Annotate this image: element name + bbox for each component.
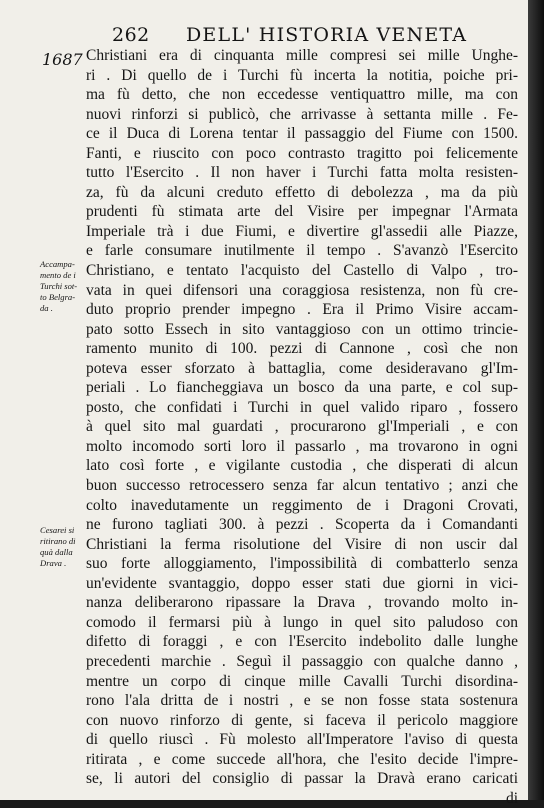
page-number: 262 [112,24,150,46]
text-line: Christiani la ferma risolutione del Visire di non uscir dal [86,535,518,553]
text-line: di quello riuscì . Fù molesto all'Imperatore l'aviso di questa [86,731,518,749]
text-line: pato sotto Essech in sito vantaggioso con un ottimo trincie- [86,320,518,338]
sidenote-accampamento [40,259,90,314]
text-line: ma fù detto, che non eccedesse ventiquattro mille, ma con [86,86,518,104]
text-line: nanza deliberarono ripassare la Drava , trovando molto in- [86,594,518,612]
text-line: ne furono tagliati 300. à pezzi . Scoperta da i Comandanti [86,516,518,534]
sidenote-line: Drava . [40,558,67,568]
sidenote-line: mento de i [40,270,76,280]
running-head: DELL' HISTORIA VENETA [186,24,468,46]
text-line: Fanti, e riuscito con poco contrasto tragitto poi felicemente [86,144,518,162]
book-spine-shadow [528,0,544,800]
text-line: Imperiale trà i due Fiumi, e divertire gl'assedii alle Piazze, [86,222,518,240]
text-line: buon successo retrocessero senza far alcun tentativo ; anzi che [86,477,518,495]
text-line: ri . Di quello de i Turchi fù incerta la notitia, poiche pri- [86,66,518,84]
page-header [0,22,528,48]
sidenote-line: da . [40,303,53,313]
text-line: colto inavedutamente un reggimento de i Dragoni Crovati, [86,496,518,514]
text-line: molto incomodo sorti loro il passarlo , ma trovarono in ogni [86,437,518,455]
text-line: poteva esser sforzato à battaglia, come desideravano gl'Im- [86,359,518,377]
body-text [86,46,518,808]
sidenote-line: Cesarei si [40,525,75,535]
year-marginal-note: 1687 [42,50,83,69]
text-line: lato così forte , e vigilante custodia , che disperati di alcun [86,457,518,475]
text-line: con nuovo rinforzo di gente, si faceva il pericolo maggiore [86,711,518,729]
sidenote-cesarei [40,525,90,569]
text-line: za, fù da alcuni creduto effetto di debolezza , ma da più [86,183,518,201]
text-line: suo forte alloggiamento, l'impossibilità di combatterlo senza [86,555,518,573]
text-line: ce il Duca di Lorena tentar il passaggio del Fiume con 1500. [86,125,518,143]
text-line: un'evidente svantaggio, doppo esser stati due giorni in vici- [86,574,518,592]
text-line: Christiani era di cinquanta mille compresi sei mille Unghe- [86,47,518,64]
text-line: tutto l'Esercito . Il non haver i Turchi fatta molta resisten- [86,164,518,182]
text-line: comodo il fermarsi più à lungo in quel sito paludoso con [86,613,518,631]
text-line: di [505,789,518,807]
text-line: ritirata , e come succede all'hora, che l'esito decide l'impre- [86,750,518,768]
text-line: Christiano, e tentato l'acquisto del Castello di Valpo , tro- [86,262,518,280]
sidenote-line: ritirano di [40,536,76,546]
text-line: precedenti marchie . Seguì il passaggio con qualche danno , [86,652,518,670]
text-line: ramento munito di 100. pezzi di Cannone , così che non [86,340,518,358]
text-line: à quel sito mal guardati , procurarono gl'Imperiali , e con [86,418,518,436]
text-line: periali . Lo fiancheggiava un bosco da una parte, e col sup- [86,379,518,397]
text-line: rono l'ala dritta de i nostri , e se non fosse stata sostenura [86,692,518,710]
sidenote-line: to Belgra- [40,292,76,302]
text-line: mentre un corpo di cinque mille Cavalli Turchi disordina- [86,672,518,690]
text-line: posto, che confidati i Turchi in quel valido riparo , fossero [86,398,518,416]
text-line: nuovi rinforzi si publicò, che arrivasse à settanta mille . Fe- [86,105,518,123]
text-line: vata in quei difensori una coraggiosa resistenza, non fù cre- [86,281,518,299]
text-line: prudenti fù stimata arte del Visire per impegnar l'Armata [86,203,518,221]
text-line: e farle consumare inutilmente il tempo . S'avanzò l'Esercito [86,242,518,260]
text-line: se, li autori del consiglio di passar la Dravà erano caricati [86,770,518,788]
sidenote-line: Turchi sot- [40,281,78,291]
text-line: duto proprio prender impegno . Era il Primo Visire accam- [86,301,518,319]
sidenote-line: Accampa- [40,259,75,269]
text-line: difetto di foraggi , e con l'Esercito indebolito dalle lunghe [86,633,518,651]
sidenote-line: quà dalla [40,547,73,557]
